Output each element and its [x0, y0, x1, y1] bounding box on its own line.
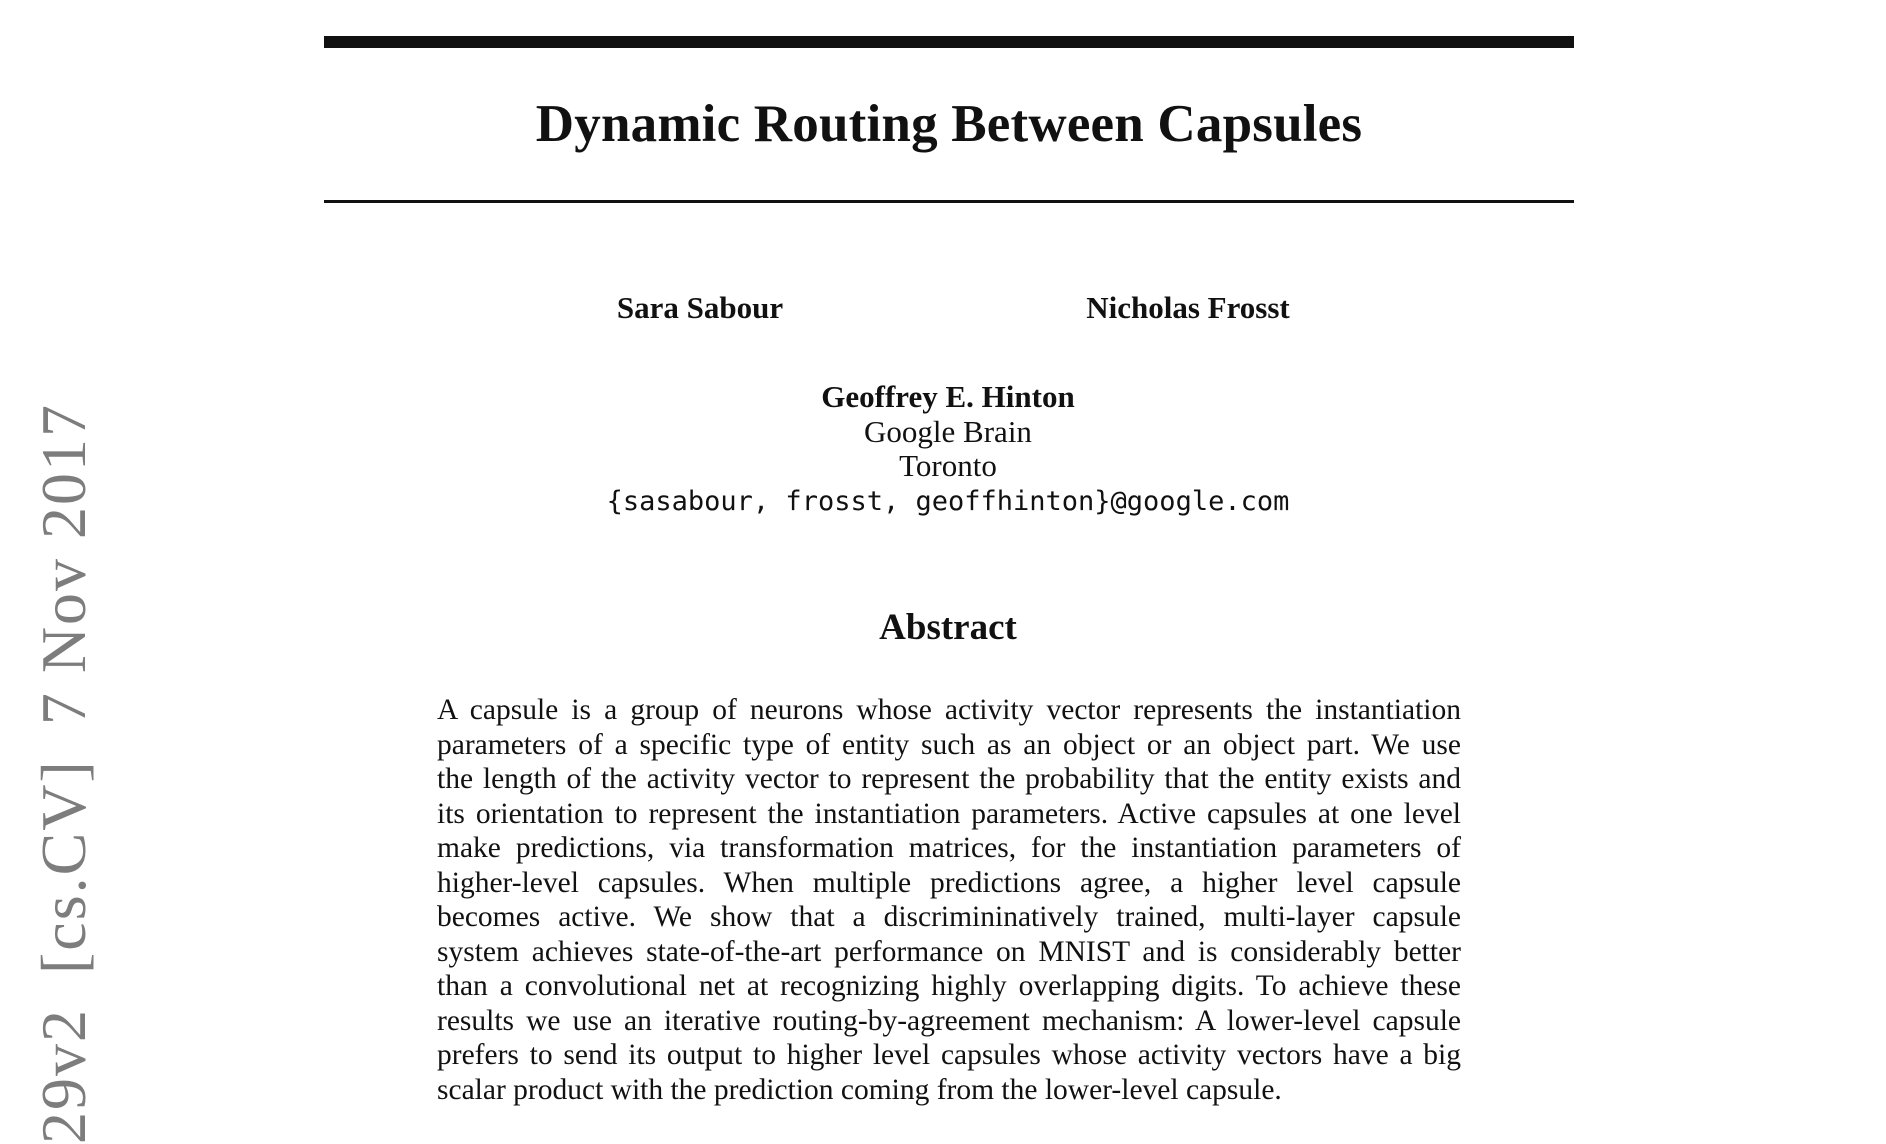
abstract-line: prefers to send its output to higher level capsules whose activity vectors have a big [437, 1039, 1461, 1071]
arxiv-id: 29v2 [28, 1008, 99, 1144]
abstract-line: than a convolutional net at recognizing highly overlapping digits. To achieve these [437, 970, 1461, 1002]
abstract-line: make predictions, via transformation matrices, for the instantiation parameters of [437, 832, 1461, 864]
abstract-line: system achieves state-of-the-art performance on MNIST and is considerably better [437, 935, 1461, 968]
abstract-line: A capsule is a group of neurons whose activity vector represents the instantiation [437, 694, 1461, 726]
abstract-line: becomes active. We show that a discrimininatively trained, multi-layer capsule [437, 901, 1461, 933]
affiliation-org: Google Brain [864, 414, 1032, 449]
abstract-line: results we use an iterative routing-by-agreement mechanism: A lower-level capsule [437, 1004, 1461, 1037]
abstract-line: scalar product with the prediction coming from the lower-level capsule. [437, 1073, 1282, 1106]
abstract-heading: Abstract [879, 607, 1017, 648]
affiliation-city: Toronto [899, 448, 997, 483]
arxiv-stamp [30, 369, 98, 1144]
author-name: Geoffrey E. Hinton [821, 379, 1075, 414]
author-name: Nicholas Frosst [1086, 290, 1290, 325]
paper-title: Dynamic Routing Between Capsules [535, 95, 1363, 153]
author-emails: {sasabour, frosst, geoffhinton}@google.com [606, 486, 1290, 517]
abstract-line: its orientation to represent the instantiation parameters. Active capsules at one level [437, 797, 1461, 830]
author-name: Sara Sabour [616, 290, 784, 325]
abstract-line: higher-level capsules. When multiple predictions agree, a higher level capsule [437, 866, 1461, 899]
abstract-body [437, 693, 1461, 1107]
title-bottom-rule [324, 200, 1574, 203]
abstract-line: the length of the activity vector to represent the probability that the entity exists and [437, 763, 1461, 795]
arxiv-category: [cs.CV] [28, 759, 99, 974]
abstract-line: parameters of a specific type of entity such as an object or an object part. We use [437, 728, 1461, 761]
title-top-rule [324, 36, 1574, 48]
arxiv-date: 7 Nov 2017 [28, 402, 99, 726]
